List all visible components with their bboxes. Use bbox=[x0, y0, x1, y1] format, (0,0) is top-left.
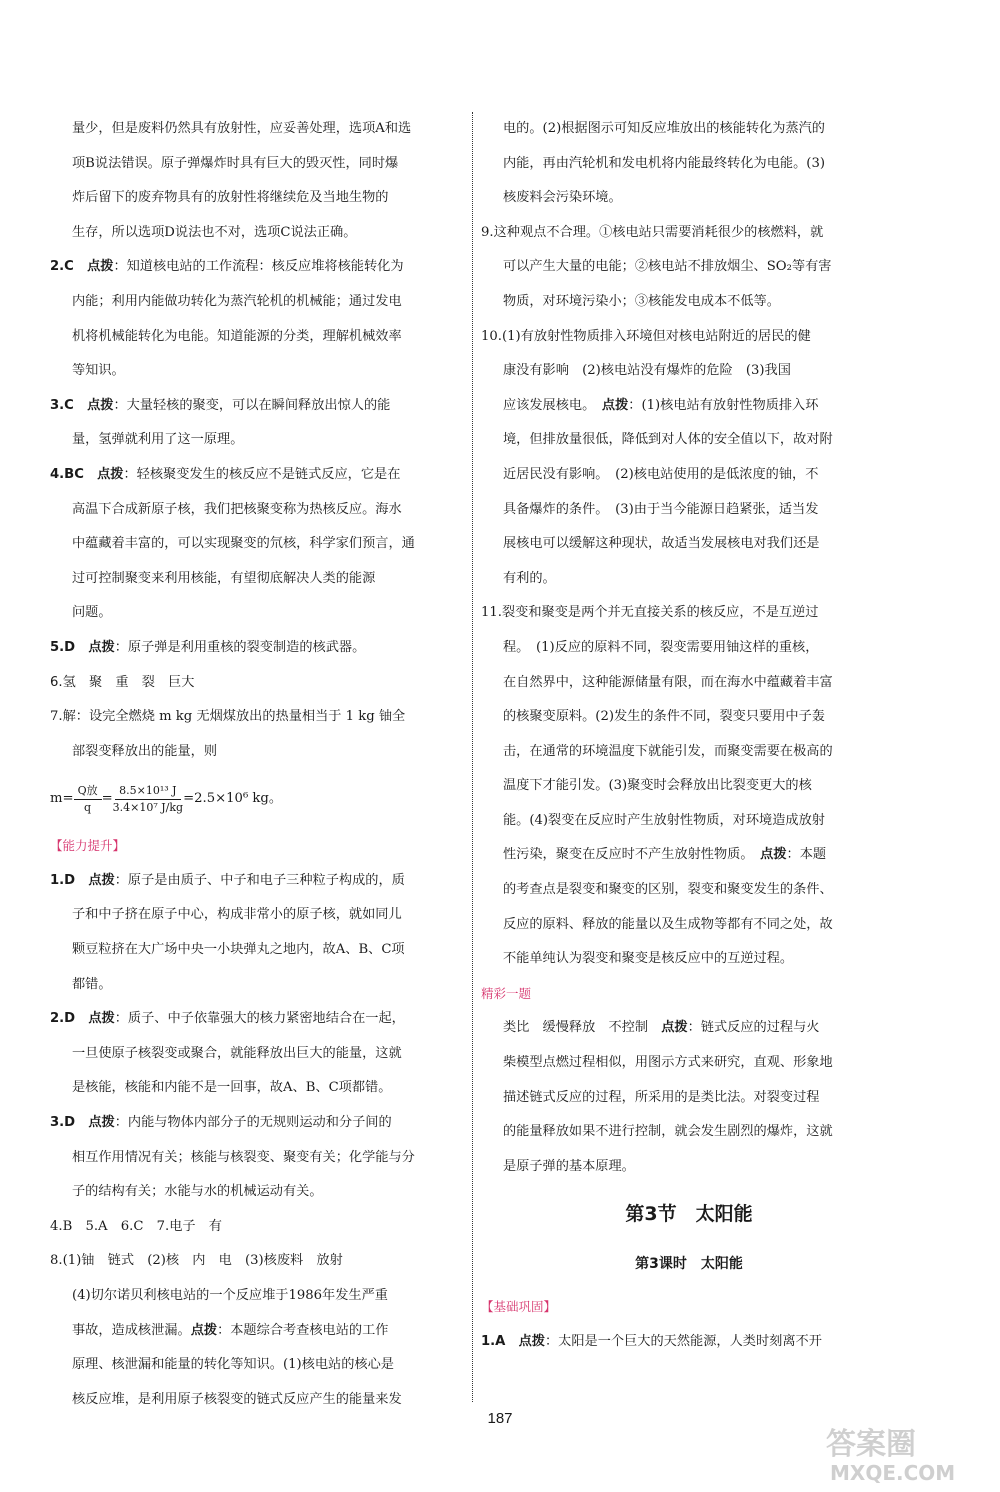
text: ：原子弹是利用重核的裂变制造的核武器。 bbox=[114, 639, 366, 655]
answer-a4: 4.B 5.A 6.C 7.电子 有 bbox=[50, 1218, 222, 1234]
highlight-answer bbox=[481, 1011, 897, 1046]
hint-label: 点拨 bbox=[190, 1322, 218, 1338]
text-line: 内能；利用内能做功转化为蒸汽轮机的机械能；通过发电 bbox=[72, 293, 402, 309]
answer-2 bbox=[50, 250, 466, 285]
denominator: q bbox=[84, 800, 92, 814]
answer-a3 bbox=[50, 1106, 466, 1141]
text-line: 相互作用情况有关；核能与核裂变、聚变有关；化学能与分 bbox=[72, 1149, 415, 1165]
text-line: 击，在通常的环境温度下就能引发，而聚变需要在极高的 bbox=[503, 743, 833, 759]
fraction bbox=[74, 783, 102, 816]
section-tag: 【基础巩固】 bbox=[481, 1299, 557, 1315]
text-line: 康没有影响 (2)核电站没有爆炸的危险 (3)我国 bbox=[503, 363, 791, 379]
column-divider bbox=[472, 112, 473, 1402]
text-line: 颗豆粒挤在大广场中央一小块弹丸之地内，故A、B、C项 bbox=[72, 942, 405, 958]
hint-label: 点拨 bbox=[97, 466, 124, 482]
text-line: 电的。(2)根据图示可知反应堆放出的核能转化为蒸汽的 bbox=[503, 121, 825, 136]
answer-3 bbox=[50, 389, 466, 424]
hint-label: 点拨 bbox=[87, 397, 114, 413]
text-line: 问题。 bbox=[72, 605, 112, 621]
text-line: 具备爆炸的条件。 (3)由于当今能源日趋紧张，适当发 bbox=[503, 501, 819, 517]
text-line: 温度下才能引发。(3)聚变时会释放出比裂变更大的核 bbox=[503, 778, 812, 794]
answer-number: 3.C bbox=[50, 397, 74, 413]
answer-11: 11.裂变和聚变是两个并无直接关系的核反应，不是互逆过 bbox=[481, 605, 819, 621]
text-line bbox=[481, 389, 897, 424]
hint-label: 点拨 bbox=[518, 1334, 545, 1349]
text: ：质子、中子依靠强大的核力紧密地结合在一起， bbox=[114, 1011, 405, 1027]
text-line: 量少，但是废料仍然具有放射性，应妥善处理，选项A和选 bbox=[72, 121, 412, 136]
section-tag: 【能力提升】 bbox=[50, 838, 126, 854]
text-line: 能。(4)裂变在反应时产生放射性物质，对环境造成放射 bbox=[503, 812, 825, 828]
formula-lhs: m= bbox=[50, 790, 74, 806]
text-line: 炸后留下的废弃物具有的放射性将继续危及当地生物的 bbox=[72, 190, 389, 206]
answer-number: 2.C bbox=[50, 259, 74, 275]
hint-label: 点拨 bbox=[87, 259, 114, 275]
text-line: 子的结构有关；水能与水的机械运动有关。 bbox=[72, 1184, 323, 1200]
text-line: 可以产生大量的电能；②核电站不排放烟尘、SO₂等有害 bbox=[503, 259, 832, 275]
hint-label: 点拨 bbox=[601, 397, 629, 413]
answer-a8: 8.(1)铀 链式 (2)核 内 电 (3)核废料 放射 bbox=[50, 1253, 343, 1269]
text-line bbox=[50, 1314, 466, 1349]
text-line: 一旦使原子核裂变或聚合，就能释放出巨大的能量，这就 bbox=[72, 1045, 402, 1061]
text-line: 机将机械能转化为电能。知道能源的分类，理解机械效率 bbox=[72, 328, 402, 344]
text-line: 有利的。 bbox=[503, 570, 556, 586]
answer-5 bbox=[50, 631, 466, 666]
answer-a2 bbox=[50, 1002, 466, 1037]
text-line: 是核能，核能和内能不是一回事，故A、B、C项都错。 bbox=[72, 1080, 392, 1096]
text-line: 部裂变释放出的能量，则 bbox=[72, 743, 218, 759]
text: ：原子是由质子、中子和电子三种粒子构成的，质 bbox=[114, 872, 405, 888]
text-line: 程。 (1)反应的原料不同，裂变需要用铀这样的重核， bbox=[503, 639, 819, 655]
text-line: 的能量释放如果不进行控制，就会发生剧烈的爆炸，这就 bbox=[503, 1124, 833, 1140]
denominator: 3.4×10⁷ J/kg bbox=[112, 800, 184, 814]
text-line: 高温下合成新原子核，我们把核聚变称为热核反应。海水 bbox=[72, 501, 402, 517]
text-line: 核反应堆，是利用原子核裂变的链式反应产生的能量来发 bbox=[72, 1391, 402, 1407]
text-line: 的考查点是裂变和聚变的区别，裂变和聚变发生的条件、 bbox=[503, 882, 833, 898]
text: ：太阳是一个巨大的天然能源，人类时刻离不开 bbox=[544, 1334, 822, 1349]
hint-label: 点拨 bbox=[661, 1020, 688, 1036]
text: ：链式反应的过程与火 bbox=[687, 1020, 820, 1036]
text-line: (4)切尔诺贝利核电站的一个反应堆于1986年发生严重 bbox=[72, 1288, 388, 1303]
text-line: 生存，所以选项D说法也不对，选项C说法正确。 bbox=[72, 224, 357, 240]
text-line: 在自然界中，这种能源储量有限，而在海水中蕴藏着丰富 bbox=[503, 674, 833, 690]
answer-9: 9.这种观点不合理。①核电站只需要消耗很少的核燃料，就 bbox=[481, 224, 824, 240]
answer-number: 5.D bbox=[50, 639, 76, 655]
hint-label: 点拨 bbox=[88, 639, 115, 655]
text-line: 的核聚变原料。(2)发生的条件不同，裂变只要用中子轰 bbox=[503, 709, 825, 725]
text-line: 中蕴藏着丰富的，可以实现聚变的氘核，科学家们预言，通 bbox=[72, 536, 415, 552]
text-line: 柴模型点燃过程相似，用图示方式来研究，直观、形象地 bbox=[503, 1055, 833, 1071]
numerator: Q放 bbox=[74, 783, 102, 800]
text-line: 物质，对环境污染小；③核能发电成本不低等。 bbox=[503, 293, 780, 309]
text-line: 子和中子挤在原子中心，构成非常小的原子核，就如同儿 bbox=[72, 907, 402, 923]
text-line: 展核电可以缓解这种现状，故适当发展核电对我们还是 bbox=[503, 536, 820, 552]
answer-4 bbox=[50, 458, 466, 493]
page-number: 187 bbox=[487, 1410, 513, 1427]
text: ：内能与物体内部分子的无规则运动和分子间的 bbox=[114, 1115, 392, 1131]
text-line: 等知识。 bbox=[72, 363, 125, 379]
answer-number: 4.BC bbox=[50, 466, 84, 482]
hint-label: 点拨 bbox=[88, 1115, 115, 1131]
text-line: 不能单纯认为裂变和聚变是核反应中的互逆过程。 bbox=[503, 951, 794, 967]
hint-label: 点拨 bbox=[88, 872, 115, 888]
text-line: 是原子弹的基本原理。 bbox=[503, 1158, 635, 1174]
right-column bbox=[481, 112, 897, 1360]
text-line: 内能，再由汽轮机和发电机将内能最终转化为电能。(3) bbox=[503, 155, 825, 171]
answer-number: 3.D bbox=[50, 1115, 76, 1131]
text-line: 原理、核泄漏和能量的转化等知识。(1)核电站的核心是 bbox=[72, 1357, 394, 1373]
lesson-heading: 第3课时 太阳能 bbox=[635, 1256, 743, 1273]
text: ：大量轻核的聚变，可以在瞬间释放出惊人的能 bbox=[113, 397, 391, 413]
text: ：(1)核电站有放射性物质排入环 bbox=[628, 397, 819, 413]
text: ：知道核电站的工作流程：核反应堆将核能转化为 bbox=[113, 259, 404, 275]
text-line bbox=[481, 838, 897, 873]
formula-result: =2.5×10⁶ kg。 bbox=[183, 790, 283, 806]
text: 类比 缓慢释放 不控制 bbox=[503, 1020, 662, 1036]
answer-number: 1.A bbox=[481, 1334, 506, 1349]
text: 事故，造成核泄漏。 bbox=[72, 1322, 191, 1338]
section-heading: 第3节 太阳能 bbox=[625, 1203, 753, 1226]
watermark-icon bbox=[822, 1420, 992, 1486]
watermark-text-bottom: MXQE.COM bbox=[830, 1461, 956, 1485]
answer-number: 1.D bbox=[50, 872, 76, 888]
text: ：轻核聚变发生的核反应不是链式反应，它是在 bbox=[123, 466, 401, 482]
text: 性污染，聚变在反应时不产生放射性物质。 bbox=[503, 847, 761, 863]
text: 应该发展核电。 bbox=[503, 397, 602, 413]
hint-label: 点拨 bbox=[88, 1011, 115, 1027]
answer-b1 bbox=[481, 1325, 897, 1360]
answer-6: 6.氢 聚 重 裂 巨大 bbox=[50, 674, 195, 690]
text-line: 量，氢弹就利用了这一原理。 bbox=[72, 432, 244, 448]
text-line: 反应的原料、释放的能量以及生成物等都有不同之处，故 bbox=[503, 916, 833, 932]
text-line: 过可控制聚变来利用核能，有望彻底解决人类的能源 bbox=[72, 570, 376, 586]
text-line: 都错。 bbox=[72, 976, 112, 992]
equals: = bbox=[101, 790, 113, 806]
answer-number: 2.D bbox=[50, 1011, 76, 1027]
watermark-text-top: 答案圈 bbox=[826, 1427, 916, 1462]
section-tag: 精彩一题 bbox=[481, 985, 532, 1001]
watermark-logo bbox=[822, 1420, 992, 1486]
text-line: 项B说法错误。原子弹爆炸时具有巨大的毁灭性，同时爆 bbox=[72, 155, 399, 171]
answer-10: 10.(1)有放射性物质排入环境但对核电站附近的居民的健 bbox=[481, 328, 811, 344]
answer-7: 7.解：设完全燃烧 m kg 无烟煤放出的热量相当于 1 kg 铀全 bbox=[50, 709, 406, 725]
answer-a1 bbox=[50, 864, 466, 899]
text-line: 近居民没有影响。 (2)核电站使用的是低浓度的铀，不 bbox=[503, 466, 819, 482]
formula bbox=[50, 769, 466, 829]
text-line: 境，但排放量很低，降低到对人体的安全值以下，故对附 bbox=[503, 432, 833, 448]
text-line: 描述链式反应的过程，所采用的是类比法。对裂变过程 bbox=[503, 1089, 820, 1105]
fraction bbox=[113, 783, 183, 816]
text: ：本题 bbox=[786, 847, 827, 863]
left-column bbox=[50, 112, 466, 1417]
hint-label: 点拨 bbox=[760, 847, 787, 863]
numerator: 8.5×10¹³ J bbox=[115, 783, 180, 800]
text: ：本题综合考查核电站的工作 bbox=[217, 1322, 389, 1338]
text-line: 核废料会污染环境。 bbox=[503, 190, 622, 206]
